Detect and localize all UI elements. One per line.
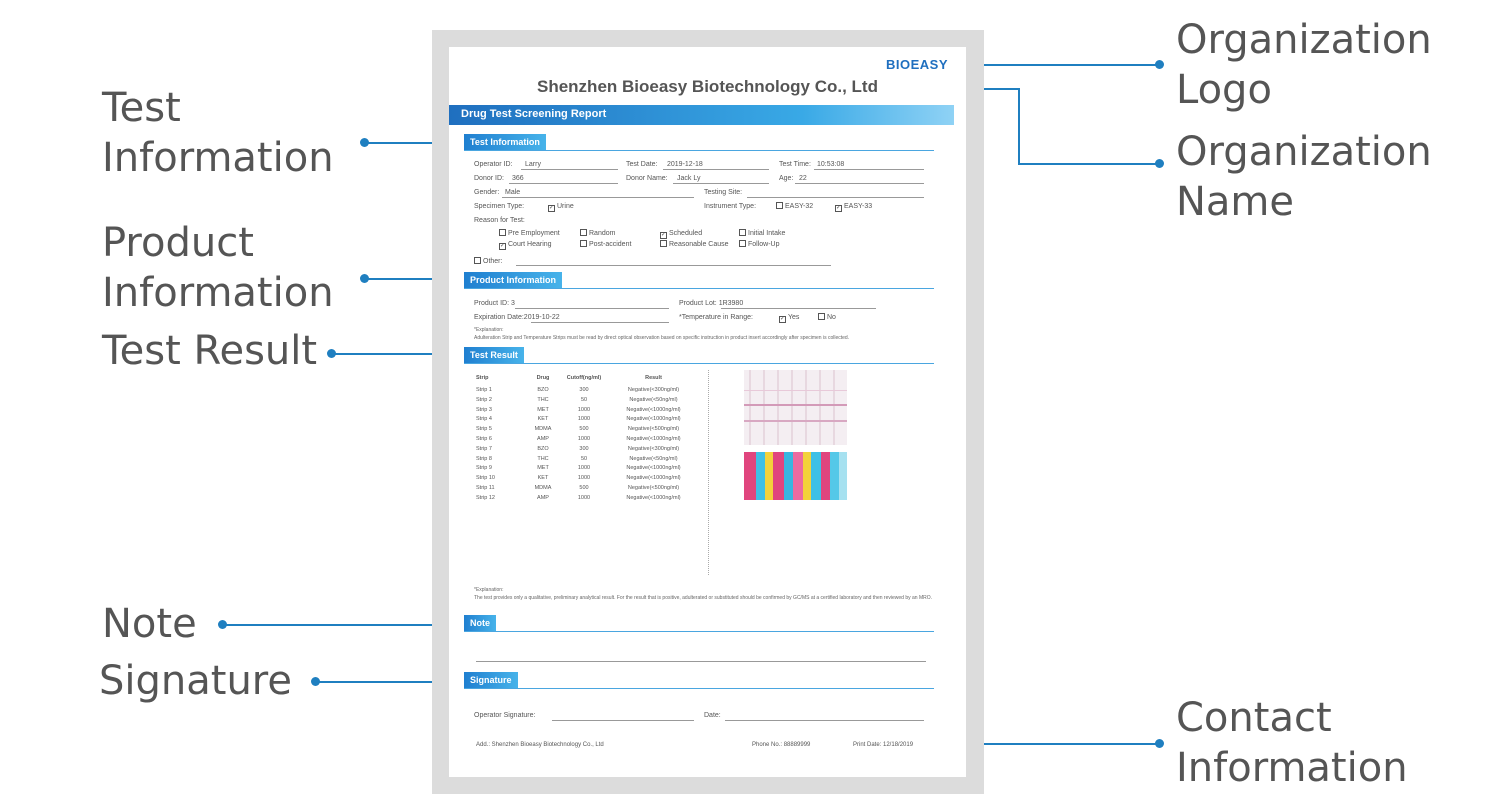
table-cell: 50 (580, 455, 588, 462)
reason-random-checkbox[interactable] (580, 229, 615, 238)
section-note: Note (464, 615, 496, 631)
footer-address: Add.: Shenzhen Bioeasy Biotechnology Co., Ltd (476, 742, 604, 748)
result-divider (708, 370, 709, 575)
table-cell: Negative(<1000ng/ml) (626, 465, 681, 472)
reason-other-label: Other: (483, 258, 503, 265)
checkbox-unchecked (580, 240, 587, 247)
result-explanation-title: *Explanation: (474, 587, 504, 593)
reason-court-hearing-checkbox[interactable] (499, 240, 552, 250)
table-cell: 1000 (577, 436, 591, 442)
table-cell: 300 (579, 387, 589, 393)
table-header: Cutoff(ng/ml) (566, 375, 602, 381)
checkbox-checked: ✓ (661, 232, 667, 238)
specimen-type-value: Urine (557, 203, 574, 210)
donor-id-label: Donor ID: (474, 175, 504, 182)
checkbox-unchecked (499, 229, 506, 236)
table-header: Strip (476, 375, 489, 381)
test-time-label: Test Time: (779, 161, 811, 168)
reason-follow-up-checkbox[interactable] (739, 240, 780, 249)
checkbox-unchecked (776, 202, 783, 209)
field-underline (516, 265, 831, 266)
note-line (476, 661, 926, 662)
organization-logo: BIOEASY (885, 57, 948, 72)
table-cell: Strip 6 (476, 436, 492, 442)
instrument-easy33-checkbox[interactable] (835, 202, 872, 212)
reason-option-label: Follow-Up (748, 241, 780, 248)
table-cell: Strip 1 (476, 387, 492, 393)
callout-product-information: Product Information (102, 220, 334, 316)
table-cell: 300 (579, 445, 589, 452)
operator-id-value: Larry (525, 161, 541, 168)
product-explanation-text: Adulteration Strip and Temperature Strips must be read by direct optical observation based on specific instruction in product insert accordingly after specimen is collected. (474, 335, 850, 341)
table-cell: Negative(<300ng/ml) (627, 387, 680, 393)
field-underline (663, 169, 769, 170)
field-underline (509, 183, 618, 184)
table-cell: Negative(<500ng/ml) (627, 426, 680, 433)
table-cell: KET (537, 475, 549, 482)
table-cell: BZO (537, 387, 549, 393)
field-underline (747, 197, 924, 198)
connector-line-organization-name-vertical (1018, 88, 1020, 165)
field-underline (814, 169, 924, 170)
callout-organization-name: Organization Name (1176, 129, 1432, 225)
organization-name: Shenzhen Bioeasy Biotechnology Co., Ltd (537, 77, 878, 96)
table-cell: Strip 2 (476, 396, 492, 403)
table-header: Result (645, 375, 662, 381)
callout-test-information: Test Information (102, 85, 334, 181)
table-cell: Strip 11 (476, 485, 495, 491)
section-rule (464, 688, 934, 689)
connector-line-organization-name-end (1018, 163, 1156, 165)
reason-post-accident-checkbox[interactable] (580, 240, 631, 249)
test-date-value: 2019-12-18 (667, 161, 703, 168)
table-cell: Strip 5 (476, 426, 492, 433)
table-cell: 1000 (577, 465, 591, 472)
table-cell: 1000 (577, 406, 591, 413)
table-cell: Strip 12 (476, 494, 495, 501)
temperature-in-range-label: *Temperature in Range: (679, 314, 753, 321)
table-cell: Negative(<50ng/ml) (629, 455, 678, 462)
instrument-option-label: EASY-33 (844, 203, 873, 210)
reason-scheduled-checkbox[interactable] (660, 229, 702, 239)
testing-site-label: Testing Site: (704, 189, 743, 196)
connector-dot (1155, 60, 1164, 69)
temperature-yes-label: Yes (788, 314, 800, 321)
checkbox-checked: ✓ (780, 316, 786, 322)
table-cell: Strip 9 (476, 465, 492, 472)
table-cell: Strip 10 (476, 475, 495, 482)
table-cell: THC (537, 396, 549, 403)
table-cell: THC (537, 455, 549, 462)
connector-dot (1155, 159, 1164, 168)
product-id: Product ID: 3 (474, 300, 515, 307)
section-signature: Signature (464, 672, 518, 688)
table-cell: 500 (579, 426, 589, 433)
section-test-information: Test Information (464, 134, 546, 150)
reason-option-label: Initial Intake (748, 230, 786, 237)
test-time-value: 10:53:08 (817, 161, 845, 168)
table-cell: AMP (537, 436, 549, 442)
table-cell: Negative(<1000ng/ml) (626, 494, 681, 501)
donor-name-value: Jack Ly (677, 175, 701, 182)
test-date-label: Test Date: (626, 161, 658, 168)
age-value: 22 (799, 175, 807, 182)
footer-print-date: Print Date: 12/18/2019 (853, 742, 914, 748)
table-cell: Strip 3 (476, 406, 492, 413)
reason-for-test-label: Reason for Test: (474, 217, 525, 224)
date-line[interactable] (725, 720, 924, 721)
section-product-information: Product Information (464, 272, 562, 288)
gender-value: Male (505, 189, 521, 196)
temperature-no-label: No (827, 314, 836, 321)
product-lot: Product Lot: 1R3980 (679, 300, 744, 307)
checkbox-unchecked (580, 229, 587, 236)
table-cell: Negative(<1000ng/ml) (626, 436, 681, 442)
operator-signature-label: Operator Signature: (474, 712, 536, 719)
table-cell: BZO (537, 445, 549, 452)
table-cell: Negative(<1000ng/ml) (626, 416, 681, 423)
callout-test-result: Test Result (102, 328, 318, 374)
checkbox-checked: ✓ (500, 243, 506, 249)
specimen-urine-checkbox[interactable] (548, 202, 574, 212)
table-cell: AMP (537, 494, 549, 501)
table-cell: MDMA (534, 485, 552, 491)
gender-label: Gender: (474, 189, 500, 196)
callout-signature: Signature (99, 658, 292, 704)
connector-dot (1155, 739, 1164, 748)
footer-phone: Phone No.: 88889999 (752, 742, 811, 748)
field-underline (673, 183, 769, 184)
table-cell: MET (537, 406, 549, 413)
table-cell: KET (537, 416, 549, 423)
temperature-no-checkbox[interactable] (818, 313, 836, 322)
reason-other-checkbox[interactable] (474, 257, 502, 266)
section-rule (464, 288, 934, 289)
age-label: Age: (779, 175, 794, 182)
field-underline (521, 169, 618, 170)
reason-reasonable-cause-checkbox[interactable] (660, 240, 729, 249)
reason-option-label: Reasonable Cause (669, 241, 729, 248)
reason-pre-employment-checkbox[interactable] (499, 229, 560, 238)
field-underline (502, 197, 694, 198)
report-title: Drug Test Screening Report (461, 108, 607, 120)
checkbox-unchecked (739, 229, 746, 236)
reason-option-label: Scheduled (669, 230, 703, 237)
table-header: Drug (536, 375, 550, 381)
section-test-result: Test Result (464, 347, 524, 363)
instrument-easy32-checkbox[interactable] (776, 202, 813, 211)
section-rule (464, 363, 934, 364)
report-page (449, 47, 966, 777)
table-cell: MET (537, 465, 549, 472)
table-cell: Strip 8 (476, 455, 492, 462)
checkbox-unchecked (660, 240, 667, 247)
reason-option-label: Court Hearing (508, 241, 552, 248)
table-cell: 1000 (577, 475, 591, 482)
test-strip-image (744, 370, 847, 510)
field-underline (721, 308, 876, 309)
reason-option-label: Post-accident (589, 241, 632, 248)
instrument-type-label: Instrument Type: (704, 203, 757, 210)
table-cell: 500 (579, 485, 589, 491)
table-cell: 1000 (577, 416, 591, 423)
instrument-option-label: EASY-32 (785, 203, 814, 210)
result-explanation-text: The test provides only a qualitative, preliminary analytical result. For the result that is positive, adulterated or substituted should be confirmed by GC/MS at a certified laboratory and then reviewed by an MRO. (474, 595, 933, 601)
product-explanation-title: *Explanation: (474, 327, 504, 333)
operator-id-label: Operator ID: (474, 161, 513, 168)
checkbox-unchecked (739, 240, 746, 247)
checkbox-unchecked (818, 313, 825, 320)
callout-organization-logo: Organization Logo (1176, 17, 1432, 113)
temperature-yes-checkbox[interactable] (779, 313, 799, 323)
field-underline (515, 308, 669, 309)
table-cell: Strip 4 (476, 416, 492, 423)
signature-line[interactable] (552, 720, 694, 721)
donor-id-value: 366 (512, 175, 524, 182)
reason-option-label: Pre Employment (508, 230, 560, 237)
specimen-type-label: Specimen Type: (474, 203, 525, 210)
reason-initial-intake-checkbox[interactable] (739, 229, 785, 238)
donor-name-label: Donor Name: (626, 175, 668, 182)
callout-note: Note (102, 601, 197, 647)
field-underline (795, 183, 924, 184)
checkbox-unchecked (474, 257, 481, 264)
checkbox-checked: ✓ (549, 205, 555, 211)
checkbox-checked: ✓ (836, 205, 842, 211)
table-cell: Negative(<500ng/ml) (627, 485, 680, 491)
table-cell: Negative(<1000ng/ml) (626, 406, 681, 413)
table-cell: Negative(<300ng/ml) (627, 445, 680, 452)
table-cell: Strip 7 (476, 445, 492, 452)
section-rule (464, 631, 934, 632)
field-underline (531, 322, 669, 323)
table-cell: 50 (580, 396, 588, 403)
connector-line-note (222, 624, 466, 626)
table-cell: MDMA (534, 426, 552, 433)
expiration-date: Expiration Date:2019-10-22 (474, 314, 560, 321)
callout-contact-information: Contact Information (1176, 695, 1408, 791)
signature-date-label: Date: (704, 712, 721, 719)
table-cell: Negative(<1000ng/ml) (626, 475, 681, 482)
table-cell: 1000 (577, 494, 591, 501)
reason-option-label: Random (589, 230, 616, 237)
section-rule (464, 150, 934, 151)
report-title-banner (449, 105, 954, 125)
table-cell: Negative(<50ng/ml) (629, 396, 678, 403)
